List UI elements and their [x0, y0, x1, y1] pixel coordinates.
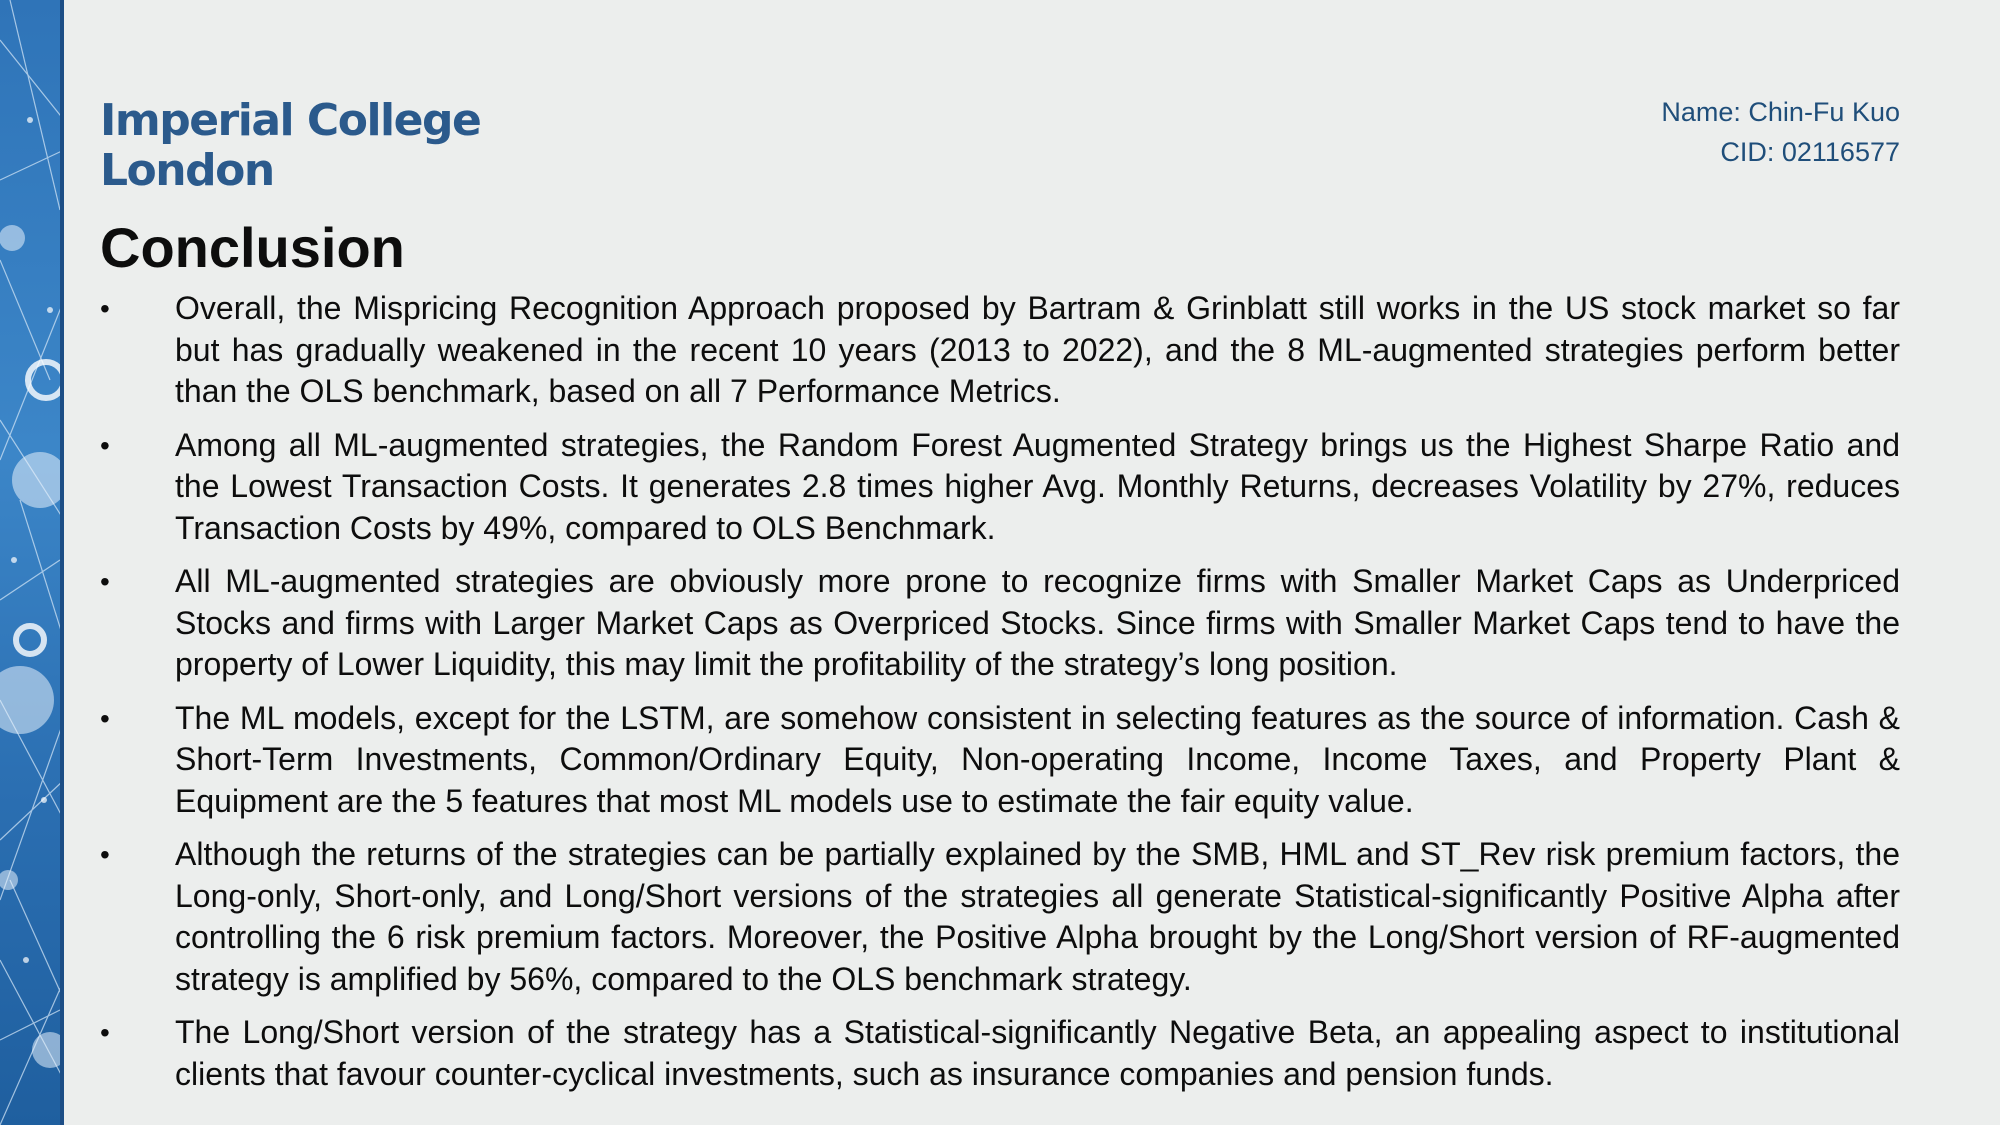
bullet-text: Although the returns of the strategies can be partially explained by the SMB, HML and ST_Rev risk premium factors, the Long-only, Short-only, and Long/Short versions of the strategies all generate Statistical-significantly Positive Alpha after controlling the 6 risk premium factors. Moreover, the Positive Alpha brought by the Long/Short version of RF-augmented strategy is amplified by 56%, compared to the OLS benchmark strategy. [175, 836, 1900, 997]
decorative-network-band [0, 0, 64, 1125]
bullet-dot-icon: • [100, 429, 110, 461]
bullet-dot-icon: • [100, 839, 110, 870]
conclusion-bullet-list [100, 288, 1900, 1107]
bullet-item [100, 561, 1900, 686]
bullet-item [100, 288, 1900, 413]
bullet-dot-icon: • [100, 566, 110, 597]
bullet-item [100, 1012, 1900, 1095]
bullet-dot-icon: • [100, 702, 110, 734]
bullet-dot-icon: • [100, 1017, 110, 1048]
bullet-item [100, 698, 1900, 823]
band-edge [60, 0, 64, 1125]
slide-title: Conclusion [100, 216, 405, 279]
bullet-item [100, 425, 1900, 550]
bullet-text: All ML-augmented strategies are obviously more prone to recognize firms with Smaller Market Caps as Underpriced Stocks and firms with Larger Market Caps as Overpriced Stocks. Since firms with Smaller Market Caps tend to have the property of Lower Liquidity, this may limit the profitability of the strategy’s long position. [175, 563, 1900, 682]
bullet-dot-icon: • [100, 293, 110, 324]
logo-line-1: Imperial College [100, 95, 481, 146]
bullet-text: Overall, the Mispricing Recognition Approach proposed by Bartram & Grinblatt still works in the US stock market so far but has gradually weakened in the recent 10 years (2013 to 2022), and the 8 ML-augmented strategies perform better than the OLS benchmark, based on all 7 Performance Metrics. [175, 290, 1900, 409]
network-pattern-graphic [0, 0, 64, 1125]
bullet-text: The ML models, except for the LSTM, are somehow consistent in selecting features as the source of information. Cash & Short-Term Investments, Common/Ordinary Equity, Non-operating Income, Income Taxes, and Property Plant & Equipment are the 5 features that most ML models use to estimate the fair equity value. [175, 699, 1900, 819]
imperial-college-logo [100, 96, 480, 196]
author-info [1661, 92, 1900, 172]
author-cid: CID: 02116577 [1720, 137, 1900, 167]
bullet-item [100, 834, 1900, 1000]
bullet-text: Among all ML-augmented strategies, the Random Forest Augmented Strategy brings us the Highest Sharpe Ratio and the Lowest Transaction Costs. It generates 2.8 times higher Avg. Monthly Returns, decreases Volatility by 27%, reduces Transaction Costs by 49%, compared to OLS Benchmark. [175, 426, 1900, 546]
logo-line-2: London [100, 145, 274, 196]
author-name: Name: Chin-Fu Kuo [1661, 97, 1900, 127]
bullet-text: The Long/Short version of the strategy has a Statistical-significantly Negative Beta, an appealing aspect to institutional clients that favour counter-cyclical investments, such as insurance companies and pension funds. [175, 1014, 1900, 1092]
